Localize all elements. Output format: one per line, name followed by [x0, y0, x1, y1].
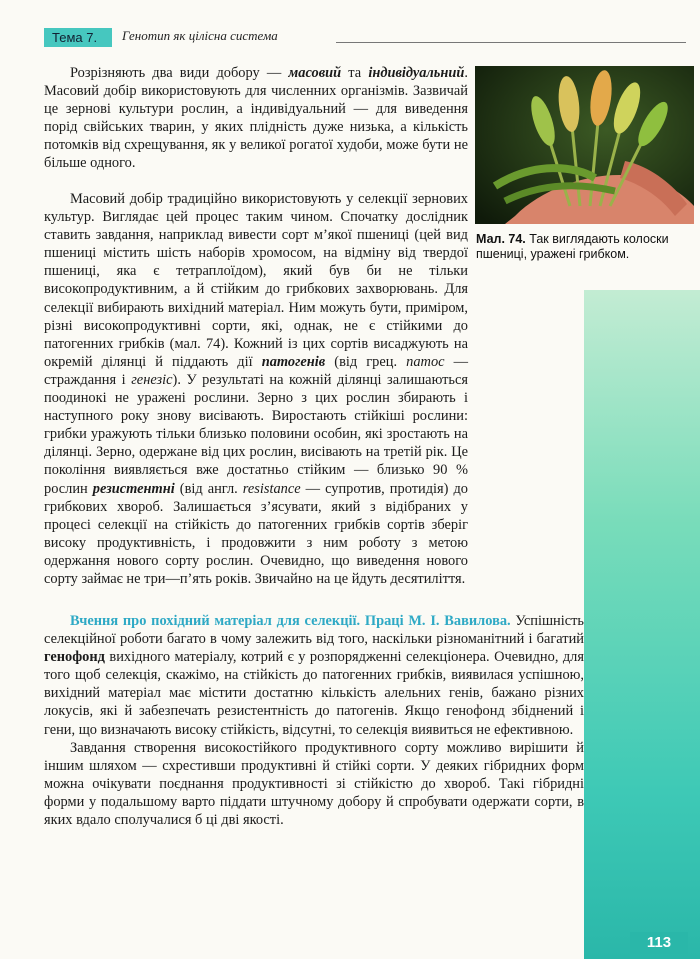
paragraph-1: Розрізняють два види добору — масовий та індивідуальний. Масовий добір використовують для численних організмів. Зазвичай це зернові культури рослин, а індивідуальний — для виведення порід свійських тварин, у яких плідність дуже низька, а кількість потомків від схрещування, як у великої рогатої худоби, може бути не більше одного. — [44, 65, 468, 172]
page-header — [44, 26, 694, 48]
topic-title: Генотип як цілісна система — [122, 28, 278, 43]
page-number: 113 — [630, 932, 688, 954]
paragraph-4: Завдання створення високостійкого продуктивного сорту можливо вирішити й іншим шляхом — схрестивши продуктивні й стійкі сорти. У деяких гібридних форм можна очікувати поєднання продуктивності зі стійкістю до хвороб. Такі гібридні форми у подальшому варто піддати штучному добору й спробувати одержати сорти, в яких вдало сполучалися б ці дві якості. — [44, 739, 584, 829]
figure-caption-label: Мал. 74. — [476, 232, 526, 246]
section-heading: Вчення про похідний матеріал для селекції. Праці М. І. Вавилова. — [70, 613, 511, 629]
sidebar-color-strip — [584, 290, 700, 959]
topic-label: Тема 7. — [44, 28, 112, 47]
figure-caption-text: Так виглядають колоски пшениці, уражені грибком. — [476, 232, 669, 261]
narrow-text-column — [44, 64, 468, 173]
paragraph-2: Масовий добір традиційно використовують у селекції зернових культур. Виглядає цей процес таким чином. Спочатку дослідник ставить завдання, наприклад вивести сорт м’якої пшениці (цей вид пшениці містить шість наборів хромосом, на відміну від твердої пшениці, яка є тетраплоїдом), який був би не тільки високопродуктивним, а й стійким до грибкових захворювань. Для селекції вибирають вихідний матеріал. Ним можуть бути, приміром, різні високопродуктивні сорти, які, однак, не є стійкими до патогенних грибків (мал. 74). Кожний із цих сортів висаджують на окремій ділянці й піддають дії патогенів (від грец. патос — страждання і генезіс). У результаті на кожній ділянці залишаються поодинокі не уражені рослини. Зерно з цих рослин збирають і наступного року знову висівають. Виростають стійкіші рослини: грибки уражують тільки близько половини особин, які зростають на ділянці. Зерно, одержане від цих рослин, висівають на третій рік. Це покоління виявляється вже достатньо стійким — близько 90 % рослин резистентні (від англ. resistance — супротив, протидія) до грибкових хвороб. Залишається з’ясувати, який з відібраних у процесі селекції на стійкість до патогенних грибків сортів зберіг високу продуктивність, і продовжити з ним роботу з метою одержання нового сорту рослин. Очевидно, що виведення нового сорту займає не три—п’ять років. Звичайно на це йдуть десятиліття. — [44, 191, 469, 587]
paragraph-3: Вчення про похідний матеріал для селекції. Праці М. І. Вавилова. Успішність селекційної роботи багато в чому залежить від того, наскільки різноманітний і багатий генофонд вихідного матеріалу, котрий є у розпорядженні селекціонера. Очевидно, для того щоб селекція, скажімо, на стійкість до патогенних грибків, виявилася успішною, вихідний матеріал має містити достатню кількість алельних генів, бажано різних локусів, які й забезпечать резистентність до патогенів. Якщо генофонд збіднений і гени, що визначають високу стійкість, відсутні, то селекція виявиться не ефективною. — [44, 613, 584, 738]
main-text-column — [44, 190, 584, 588]
header-rule — [336, 42, 686, 43]
lower-text-column — [44, 612, 584, 829]
